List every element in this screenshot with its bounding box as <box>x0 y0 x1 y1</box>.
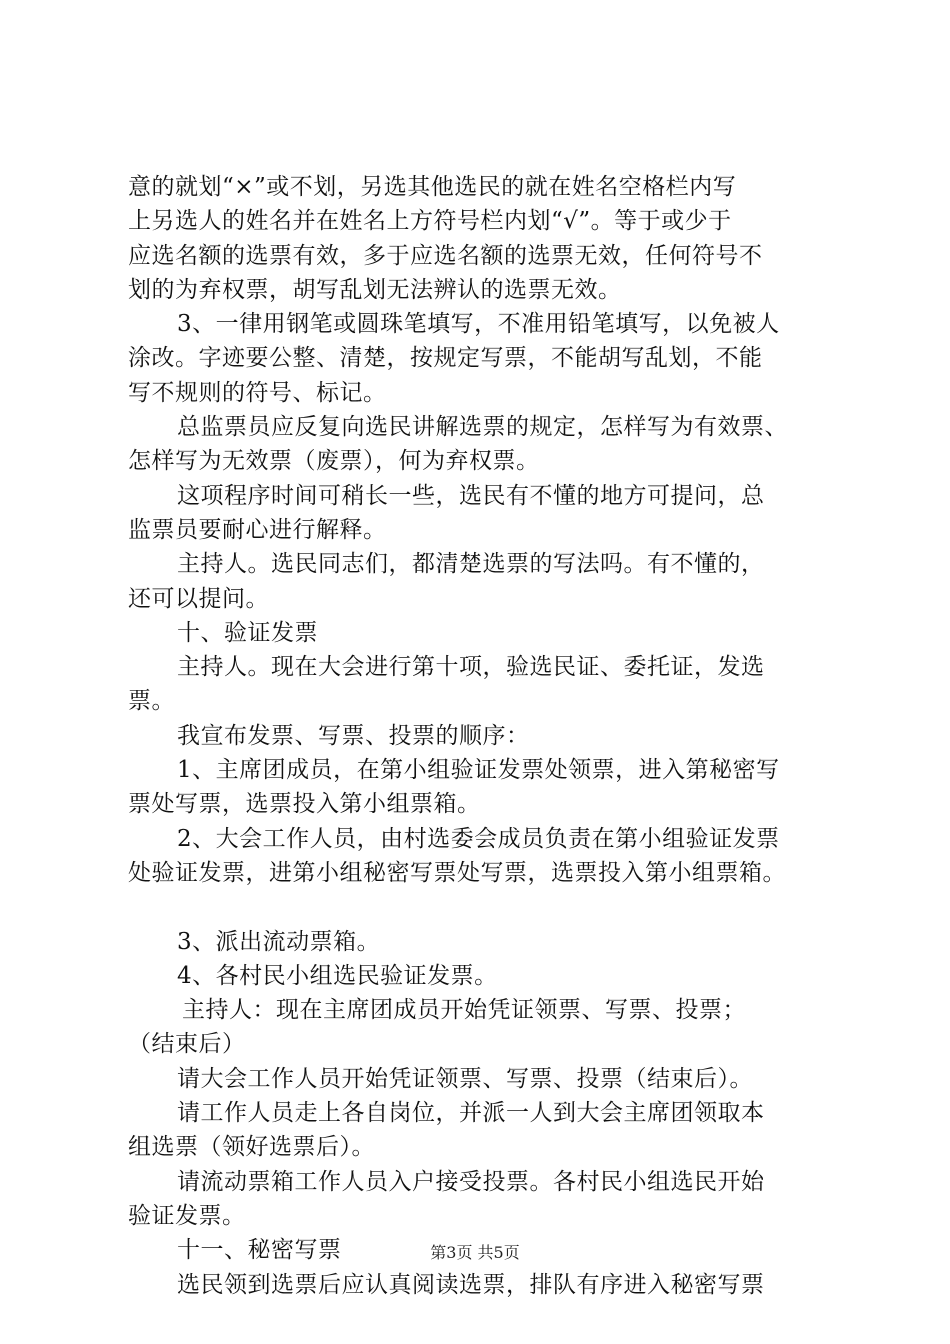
text-line: 划的为弃权票，胡写乱划无法辨认的选票无效。 <box>128 276 622 303</box>
text-line: 主持人。现在大会进行第十项，验选民证、委托证，发选 <box>177 654 765 681</box>
blank-line <box>128 890 840 924</box>
section-heading: 十一、秘密写票 <box>177 1237 342 1264</box>
document-body <box>128 170 840 1302</box>
text-line: 1、主席团成员，在第小组验证发票处领票，进入第秘密写 <box>177 757 780 784</box>
text-line: （结束后） <box>128 1031 246 1058</box>
text-line: 请大会工作人员开始凭证领票、写票、投票（结束后）。 <box>177 1065 753 1092</box>
text-line: 请流动票箱工作人员入户接受投票。各村民小组选民开始 <box>177 1168 765 1195</box>
text-line: 主持人：现在主席团成员开始凭证领票、写票、投票； <box>182 997 746 1024</box>
text-line: 意的就划“×”或不划，另选其他选民的就在姓名空格栏内写 <box>128 174 737 200</box>
text-line: 票。 <box>128 688 175 715</box>
text-line: 应选名额的选票有效，多于应选名额的选票无效，任何符号不 <box>128 242 763 269</box>
text-line: 2、大会工作人员，由村选委会成员负责在第小组验证发票 <box>177 825 780 852</box>
text-line: 验证发票。 <box>128 1202 246 1229</box>
text-line: 组选票（领好选票后）。 <box>128 1134 375 1161</box>
text-line: 怎样写为无效票（废票），何为弃权票。 <box>128 448 540 475</box>
text-line: 写不规则的符号、标记。 <box>128 379 387 406</box>
text-line: 3、派出流动票箱。 <box>177 928 381 955</box>
text-line: 还可以提问。 <box>128 585 269 612</box>
text-line: 请工作人员走上各自岗位，并派一人到大会主席团领取本 <box>177 1100 765 1127</box>
text-line: 这项程序时间可稍长一些，选民有不懂的地方可提问，总 <box>177 482 765 509</box>
section-heading: 十、验证发票 <box>177 619 318 646</box>
page-number-footer: 第3页 共5页 <box>430 1243 520 1262</box>
text-line: 涂改。字迹要公整、清楚，按规定写票，不能胡写乱划，不能 <box>128 345 763 372</box>
text-line: 选民领到选票后应认真阅读选票，排队有序进入秘密写票 <box>177 1271 765 1298</box>
text-line: 4、各村民小组选民验证发票。 <box>177 962 498 989</box>
text-line: 处验证发票，进第小组秘密写票处写票，选票投入第小组票箱。 <box>128 859 786 886</box>
text-line: 3、一律用钢笔或圆珠笔填写，不准用铅笔填写，以免被人 <box>177 311 780 338</box>
text-line: 主持人。选民同志们，都清楚选票的写法吗。有不懂的， <box>177 551 765 578</box>
text-line: 票处写票，选票投入第小组票箱。 <box>128 791 481 818</box>
text-line: 监票员要耐心进行解释。 <box>128 516 387 543</box>
text-line: 总监票员应反复向选民讲解选票的规定，怎样写为有效票、 <box>177 414 788 441</box>
text-line: 我宣布发票、写票、投票的顺序： <box>177 722 530 749</box>
text-line: 上另选人的姓名并在姓名上方符号栏内划“√”。等于或少于 <box>128 208 732 235</box>
